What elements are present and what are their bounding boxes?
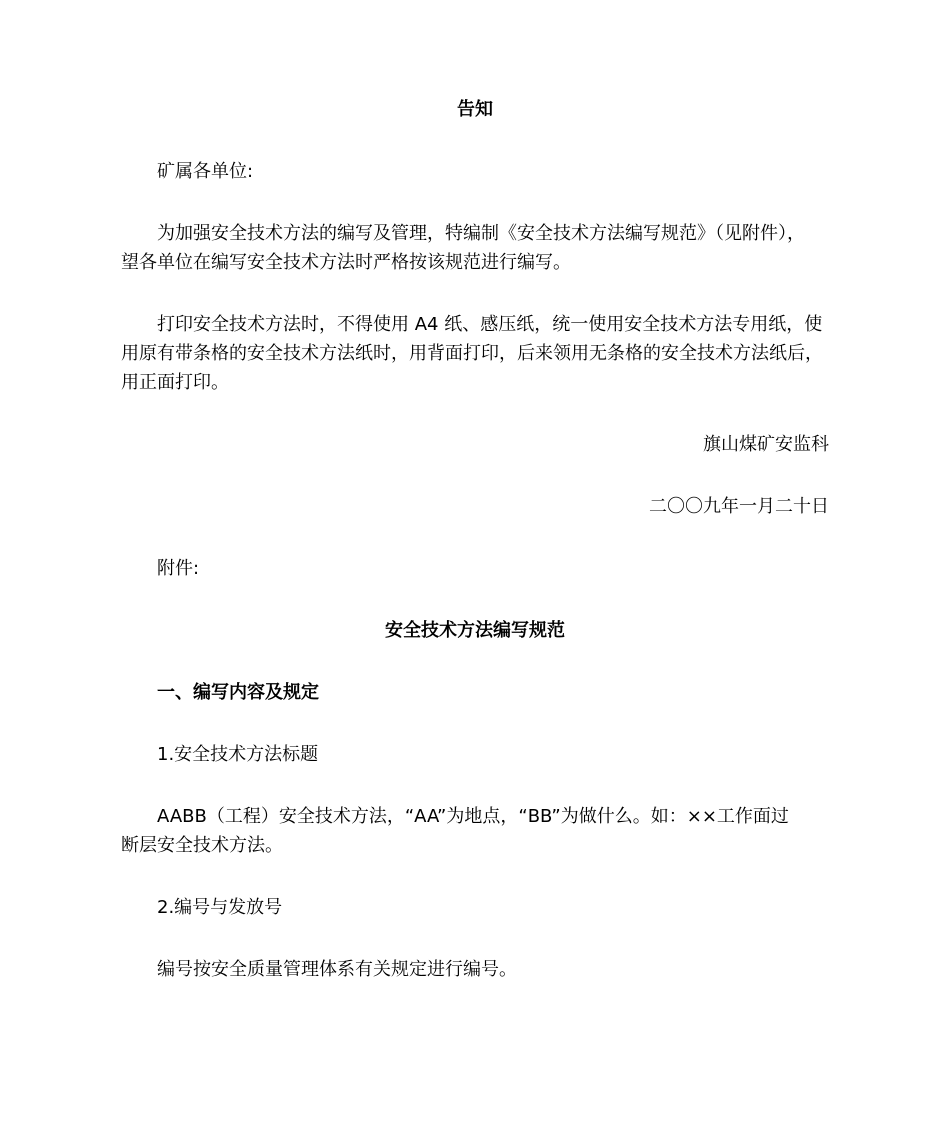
- paragraph-2-line-2: 用原有带条格的安全技术方法纸时，用背面打印，后来领用无条格的安全技术方法纸后，: [121, 343, 823, 364]
- addressee: 矿属各单位:: [157, 161, 254, 182]
- date: 二〇〇九年一月二十日: [649, 496, 829, 517]
- notice-title: 告知: [457, 99, 493, 120]
- attachment-label: 附件:: [157, 558, 200, 579]
- item-1-line-2: 断层安全技术方法。: [121, 835, 283, 856]
- paragraph-1-line-1: 为加强安全技术方法的编写及管理，特编制《安全技术方法编写规范》（见附件），: [157, 223, 805, 244]
- item-1-heading: 1.安全技术方法标题: [157, 744, 319, 765]
- signature: 旗山煤矿安监科: [703, 434, 829, 455]
- item-1-line-1: AABB（工程）安全技术方法，“AA”为地点，“BB”为做什么。如：××工作面过: [157, 806, 789, 827]
- item-2-text: 编号按安全质量管理体系有关规定进行编号。: [157, 959, 517, 980]
- paragraph-1-line-2: 望各单位在编写安全技术方法时严格按该规范进行编写。: [121, 252, 571, 273]
- paragraph-2-line-1: 打印安全技术方法时，不得使用 A4 纸、感压纸，统一使用安全技术方法专用纸，使: [157, 314, 823, 335]
- paragraph-2-line-3: 用正面打印。: [121, 372, 229, 393]
- section-1-heading: 一、编写内容及规定: [157, 682, 319, 703]
- item-2-heading: 2.编号与发放号: [157, 897, 283, 918]
- attachment-title: 安全技术方法编写规范: [385, 620, 565, 641]
